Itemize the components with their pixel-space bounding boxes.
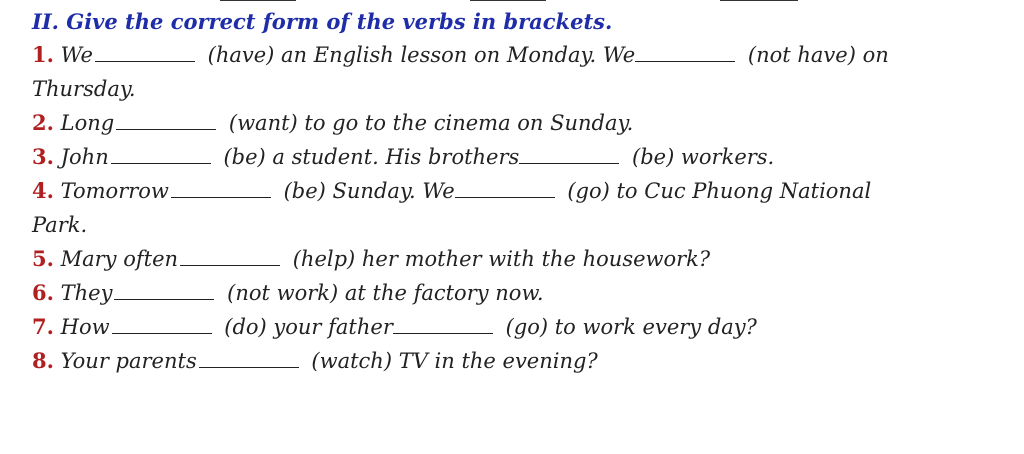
cutoff-blank [220, 0, 296, 1]
worksheet-section [32, 6, 1012, 378]
cutoff-blank [470, 0, 546, 1]
exercise-text: John [60, 145, 109, 169]
exercise-item-1-continuation [32, 72, 1012, 106]
exercise-number: 1. [32, 42, 54, 67]
answer-blank[interactable] [519, 141, 619, 164]
exercise-item-2 [32, 106, 1012, 140]
answer-blank[interactable] [171, 175, 271, 198]
answer-blank[interactable] [180, 243, 280, 266]
answer-blank[interactable] [112, 311, 212, 334]
exercise-text: Your parents [60, 349, 197, 373]
exercise-text: How [60, 315, 110, 339]
exercise-item-6 [32, 276, 1012, 310]
exercise-text: (help) her mother with the housework? [292, 247, 711, 271]
exercise-text: (be) Sunday. We [283, 179, 455, 203]
exercise-text: We [60, 43, 93, 67]
answer-blank[interactable] [393, 311, 493, 334]
answer-blank[interactable] [116, 107, 216, 130]
exercise-text: (watch) TV in the evening? [311, 349, 598, 373]
answer-blank[interactable] [95, 39, 195, 62]
exercise-number: 8. [32, 348, 54, 373]
exercise-number: 4. [32, 178, 54, 203]
answer-blank[interactable] [455, 175, 555, 198]
exercise-text: Long [60, 111, 115, 135]
exercise-item-5 [32, 242, 1012, 276]
exercise-text: (not work) at the factory now. [227, 281, 544, 305]
exercise-text: (be) a student. His brothers [223, 145, 520, 169]
exercise-number: 5. [32, 246, 54, 271]
cutoff-previous-section [0, 0, 1024, 2]
exercise-text: Mary often [60, 247, 179, 271]
exercise-text: They [60, 281, 113, 305]
exercise-text: (go) to work every day? [505, 315, 757, 339]
answer-blank[interactable] [114, 277, 214, 300]
exercise-text: (be) workers. [632, 145, 775, 169]
exercise-text: (do) your father [224, 315, 393, 339]
exercise-item-4-continuation [32, 208, 1012, 242]
exercise-number: 7. [32, 314, 54, 339]
exercise-number: 6. [32, 280, 54, 305]
exercise-text: (have) an English lesson on Monday. We [207, 43, 636, 67]
section-heading: II. Give the correct form of the verbs in brackets. [32, 9, 613, 34]
exercise-text: Thursday. [32, 77, 136, 101]
exercise-text: Park. [32, 213, 88, 237]
exercise-item-8 [32, 344, 1012, 378]
exercise-text: Tomorrow [60, 179, 169, 203]
cutoff-blank [720, 0, 798, 1]
exercise-text: (want) to go to the cinema on Sunday. [228, 111, 634, 135]
exercise-item-7 [32, 310, 1012, 344]
exercise-item-4 [32, 174, 1012, 208]
exercise-list [32, 38, 1012, 378]
exercise-number: 2. [32, 110, 54, 135]
exercise-item-3 [32, 140, 1012, 174]
answer-blank[interactable] [635, 39, 735, 62]
exercise-item-1 [32, 38, 1012, 72]
exercise-text: (go) to Cuc Phuong National [567, 179, 872, 203]
exercise-number: 3. [32, 144, 54, 169]
exercise-text: (not have) on [747, 43, 889, 67]
answer-blank[interactable] [111, 141, 211, 164]
answer-blank[interactable] [199, 345, 299, 368]
